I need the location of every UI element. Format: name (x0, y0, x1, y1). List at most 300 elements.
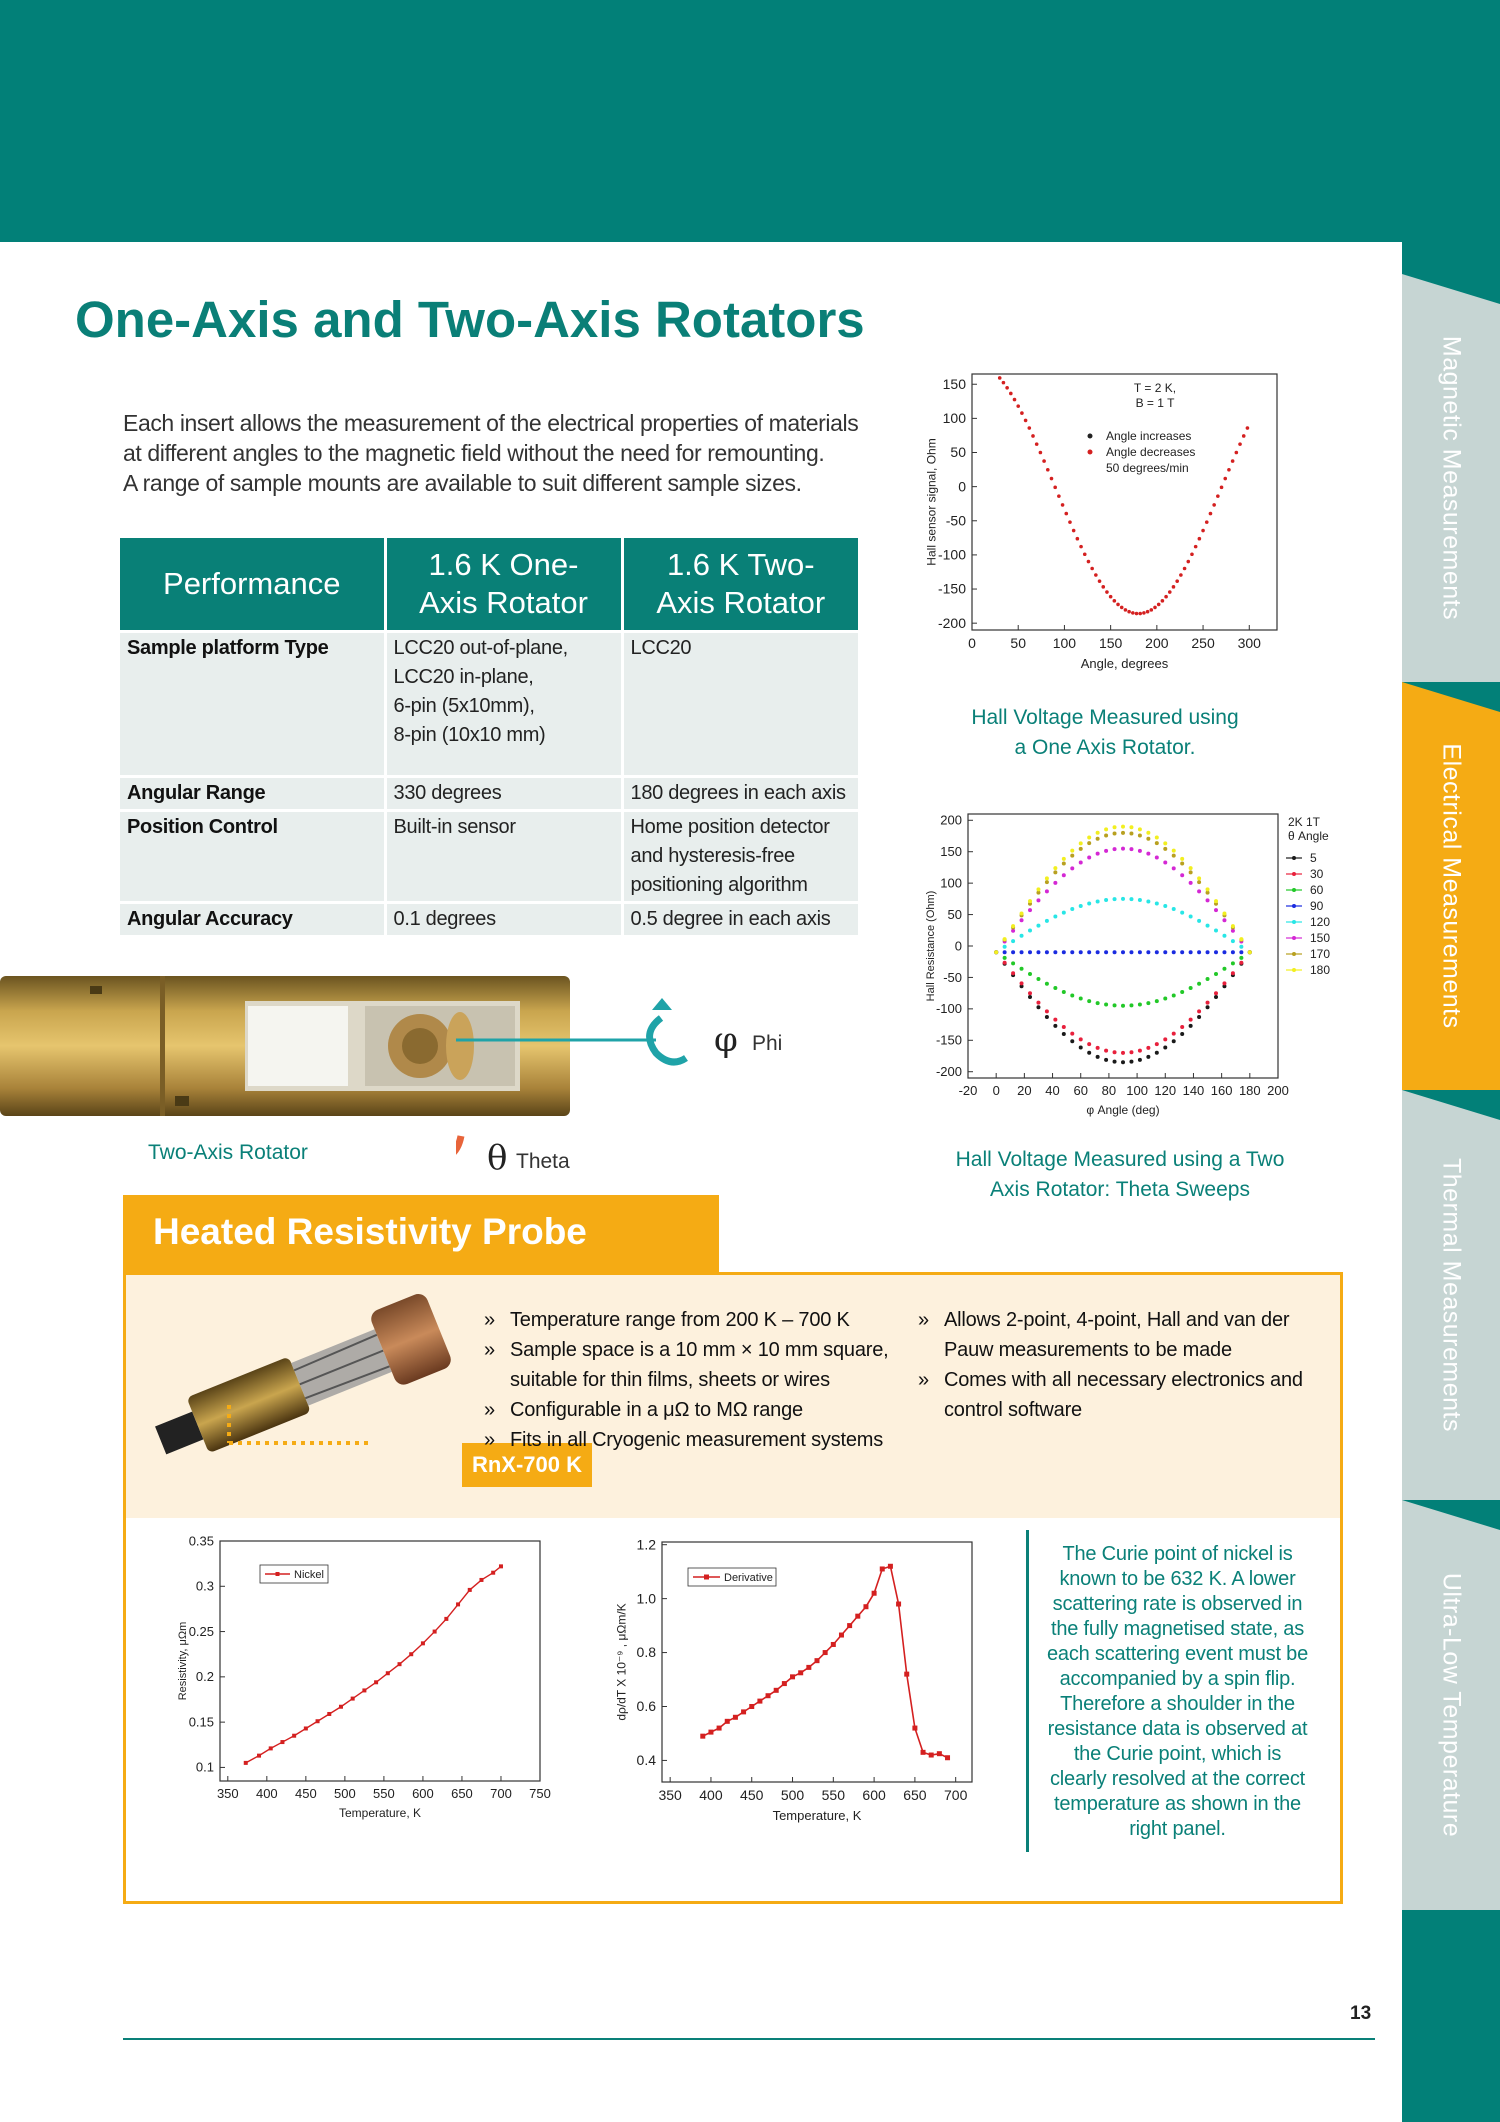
x-tick-label: 40 (1045, 1083, 1060, 1098)
data-point (1239, 945, 1243, 949)
data-point (1109, 595, 1113, 599)
data-point (1155, 841, 1159, 845)
data-point (1231, 459, 1235, 463)
data-point (1214, 908, 1218, 912)
data-point (790, 1674, 795, 1679)
data-point (798, 1670, 803, 1675)
x-tick-label: 400 (255, 1786, 278, 1801)
data-point (1121, 1060, 1125, 1064)
table-cell: Angular Accuracy (120, 903, 385, 936)
data-point (1201, 529, 1205, 533)
data-point (1121, 1051, 1125, 1055)
y-tick-label: 150 (942, 375, 966, 392)
data-point (1129, 950, 1133, 954)
data-point (1003, 961, 1007, 965)
data-point (1121, 825, 1125, 829)
legend-label: 5 (1310, 851, 1317, 865)
x-tick-label: 650 (451, 1786, 473, 1801)
data-point (1104, 950, 1108, 954)
data-point (1070, 950, 1074, 954)
legend-marker (1292, 920, 1296, 924)
data-point (1135, 612, 1139, 616)
data-point (1138, 827, 1142, 831)
data-point (1214, 972, 1218, 976)
data-point (1057, 494, 1061, 498)
data-point (1070, 866, 1074, 870)
phi-label: Phi (752, 1032, 783, 1055)
data-point (1155, 950, 1159, 954)
data-point (1011, 939, 1015, 943)
legend-label: 170 (1310, 947, 1331, 961)
data-point (1013, 398, 1017, 402)
legend-label: 180 (1310, 963, 1331, 977)
data-point (1028, 972, 1032, 976)
table-cell: 180 degrees in each axis (622, 777, 858, 811)
data-point (1028, 950, 1032, 954)
data-point (1053, 950, 1057, 954)
data-point (994, 950, 998, 954)
data-point (386, 1671, 390, 1675)
y-tick-label: 100 (940, 875, 962, 891)
data-point (1087, 999, 1091, 1003)
data-point (1098, 579, 1102, 583)
data-point (1163, 847, 1167, 851)
table-cell: Home position detector and hysteresis-free positioning algorithm (622, 811, 858, 903)
data-point (1090, 567, 1094, 571)
legend-marker (1088, 434, 1093, 439)
data-point (1045, 1015, 1049, 1019)
data-point (1163, 1037, 1167, 1041)
hrp-bullets-left (484, 1305, 924, 1455)
data-point (304, 1726, 308, 1730)
data-point (1070, 1039, 1074, 1043)
x-tick-label: 750 (529, 1786, 551, 1801)
rnx-badge: RnX-700 K (462, 1443, 592, 1487)
data-point (1062, 873, 1066, 877)
data-point (1121, 950, 1125, 954)
data-point (1138, 612, 1142, 616)
data-point (1101, 585, 1105, 589)
data-point (1011, 961, 1015, 965)
y-tick-label: 0.15 (188, 1714, 214, 1730)
chart-two-caption: Hall Voltage Measured using a Two Axis Rotator: Theta Sweeps (955, 1148, 1285, 1201)
data-point (1129, 1060, 1133, 1064)
phi-symbol: φ (714, 1020, 738, 1060)
chart-one-caption: Hall Voltage Measured using a One Axis Rotator. (971, 706, 1239, 759)
data-point (1020, 411, 1024, 415)
data-point (1127, 610, 1131, 614)
x-tick-label: -20 (958, 1083, 978, 1098)
data-point (1079, 1037, 1083, 1041)
data-point (1222, 911, 1226, 915)
y-tick-label: 0.3 (195, 1578, 214, 1594)
data-point (1016, 404, 1020, 408)
data-point (741, 1709, 746, 1714)
tab-electrical-measurements[interactable] (1402, 682, 1500, 1090)
data-point (1222, 934, 1226, 938)
data-point (1005, 386, 1009, 390)
data-point (1053, 486, 1057, 490)
x-tick-label: 350 (216, 1786, 239, 1801)
data-point (1096, 1001, 1100, 1005)
data-point (1020, 911, 1024, 915)
data-point (1189, 870, 1193, 874)
data-point (1116, 603, 1120, 607)
y-tick-label: 1.2 (636, 1538, 656, 1553)
data-point (1062, 1025, 1066, 1029)
table-cell: Built-in sensor (385, 811, 622, 903)
data-point (1172, 854, 1176, 858)
x-tick-label: 20 (1017, 1083, 1032, 1098)
data-point (1220, 486, 1224, 490)
legend-title: θ Angle (1288, 829, 1329, 843)
data-point (1222, 918, 1226, 922)
tab-magnetic-measurements[interactable] (1402, 274, 1500, 682)
y-tick-label: 0.8 (636, 1644, 656, 1661)
data-point (1197, 880, 1201, 884)
x-tick-label: 150 (1098, 635, 1123, 651)
x-tick-label: 350 (658, 1787, 682, 1803)
data-point (409, 1652, 413, 1656)
data-point (1163, 860, 1167, 864)
data-point (1053, 870, 1057, 874)
x-tick-label: 550 (821, 1787, 845, 1803)
data-point (1231, 971, 1235, 975)
data-point (1028, 929, 1032, 933)
x-axis-label: Temperature, K (338, 1806, 422, 1820)
data-point (1212, 503, 1216, 507)
tab-label: Ultra-Low Temperature (1437, 1572, 1466, 1838)
tab-thermal-measurements[interactable] (1402, 1090, 1500, 1500)
y-tick-label: -200 (935, 1064, 962, 1080)
data-point (700, 1734, 705, 1739)
data-point (1163, 841, 1167, 845)
data-point (1179, 573, 1183, 577)
y-tick-label: -50 (945, 512, 966, 529)
data-point (708, 1730, 713, 1735)
x-axis-label: Temperature, K (772, 1808, 862, 1823)
data-point (998, 376, 1002, 380)
data-point (1138, 898, 1142, 902)
list-item: » Comes with all necessary electronics and control software (918, 1365, 1318, 1425)
legend-label: 150 (1310, 931, 1331, 945)
data-point (1039, 451, 1043, 455)
data-point (1206, 924, 1210, 928)
data-point (1189, 881, 1193, 885)
data-point (1003, 950, 1007, 954)
chart-two-axis-hall (910, 808, 1350, 1128)
y-tick-label: 150 (940, 844, 962, 860)
data-point (1011, 971, 1015, 975)
data-point (1104, 833, 1108, 837)
legend-label: Derivative (724, 1572, 773, 1584)
tab-label: Magnetic Measurements (1437, 335, 1466, 621)
data-point (1053, 986, 1057, 990)
data-point (1053, 915, 1057, 919)
data-point (1155, 1051, 1159, 1055)
chart-one-axis-hall (910, 362, 1290, 687)
data-point (1206, 950, 1210, 954)
list-item: » Configurable in a μΩ to MΩ range (484, 1395, 924, 1425)
legend-label: 50 degrees/min (1106, 461, 1189, 475)
data-point (1079, 860, 1083, 864)
data-point (1079, 847, 1083, 851)
legend-label: Nickel (294, 1569, 324, 1581)
data-point (1064, 512, 1068, 516)
x-tick-label: 200 (1267, 1083, 1289, 1098)
page-number: 13 (1350, 2003, 1372, 2024)
legend-label: 60 (1310, 883, 1324, 897)
tab-ultra-low-temperature[interactable] (1402, 1500, 1500, 1910)
data-point (1079, 997, 1083, 1001)
list-item: » Temperature range from 200 K – 700 K (484, 1305, 924, 1335)
data-point (1209, 512, 1213, 516)
data-point (1087, 560, 1091, 564)
data-point (1197, 876, 1201, 880)
x-tick-label: 80 (1101, 1083, 1117, 1098)
data-point (1172, 950, 1176, 954)
x-tick-label: 100 (1126, 1083, 1148, 1098)
x-tick-label: 300 (1237, 635, 1261, 651)
data-point (1079, 545, 1083, 549)
data-point (1146, 831, 1150, 835)
data-point (1146, 1055, 1150, 1059)
data-point (1146, 950, 1150, 954)
x-axis-label: φ Angle (deg) (1086, 1103, 1160, 1117)
data-point (1104, 1058, 1108, 1062)
table-header: 1.6 K Two- Axis Rotator (622, 538, 858, 632)
x-tick-label: 250 (1191, 635, 1215, 651)
data-point (1036, 924, 1040, 928)
performance-table (120, 538, 858, 935)
intro-line: at different angles to the magnetic field without the need for remounting. (123, 440, 825, 466)
footer-rule (123, 2038, 1375, 2040)
x-tick-label: 500 (334, 1786, 356, 1801)
legend-label: 30 (1310, 867, 1324, 881)
data-point (1198, 537, 1202, 541)
data-point (1138, 1003, 1142, 1007)
data-point (757, 1699, 762, 1704)
y-tick-label: -150 (935, 1032, 962, 1048)
data-point (351, 1697, 355, 1701)
plot-frame (972, 374, 1277, 630)
data-point (1045, 1009, 1049, 1013)
data-point (1028, 426, 1032, 430)
data-point (888, 1564, 893, 1569)
data-point (1172, 585, 1176, 589)
y-axis-label: Hall Resistance (Ohm) (925, 890, 938, 1002)
data-point (1242, 434, 1246, 438)
y-tick-label: 50 (950, 444, 966, 461)
data-point (1113, 950, 1117, 954)
data-point (1222, 967, 1226, 971)
data-point (1129, 1050, 1133, 1054)
table-cell: Position Control (120, 811, 385, 903)
data-point (1129, 1003, 1133, 1007)
legend-label: Angle increases (1106, 429, 1192, 443)
x-tick-label: 100 (1052, 635, 1077, 651)
data-point (863, 1604, 868, 1609)
data-point (904, 1672, 909, 1677)
data-point (1214, 929, 1218, 933)
data-point (1231, 924, 1235, 928)
data-point (1087, 1051, 1091, 1055)
data-point (1028, 908, 1032, 912)
data-point (1197, 950, 1201, 954)
list-item: » Fits in all Cryogenic measurement systems (484, 1425, 924, 1455)
x-tick-label: 600 (412, 1786, 434, 1801)
tab-label: Thermal Measurements (1437, 1158, 1466, 1432)
data-point (1190, 552, 1194, 556)
data-point (1172, 994, 1176, 998)
x-tick-label: 180 (1238, 1083, 1261, 1098)
y-tick-label: 100 (942, 410, 966, 427)
data-point (1003, 945, 1007, 949)
legend-label: Angle decreases (1106, 445, 1196, 459)
x-tick-label: 140 (1182, 1083, 1205, 1098)
data-point (1062, 857, 1066, 861)
data-point (1235, 451, 1239, 455)
data-point (896, 1602, 901, 1607)
page-title: One-Axis and Two-Axis Rotators (75, 291, 865, 348)
table-cell: Sample platform Type (120, 632, 385, 777)
data-point (1163, 1046, 1167, 1050)
data-point (1180, 990, 1184, 994)
data-point (1028, 995, 1032, 999)
y-tick-label: -50 (943, 969, 962, 985)
data-point (1036, 1001, 1040, 1005)
y-tick-label: -200 (937, 614, 966, 631)
y-tick-label: 0 (958, 478, 966, 495)
data-point (937, 1751, 942, 1756)
data-point (1138, 1049, 1142, 1053)
data-point (1061, 503, 1065, 507)
data-point (1002, 381, 1006, 385)
data-point (1087, 856, 1091, 860)
x-tick-label: 200 (1145, 635, 1169, 651)
data-point (1129, 897, 1133, 901)
data-point (1180, 1032, 1184, 1036)
data-point (1155, 901, 1159, 905)
data-point (1113, 825, 1117, 829)
data-point (1197, 1009, 1201, 1013)
data-point (1036, 887, 1040, 891)
intro-paragraph (123, 408, 903, 498)
data-point (1180, 862, 1184, 866)
legend-marker (1292, 936, 1296, 940)
data-point (766, 1693, 771, 1698)
data-point (1138, 950, 1142, 954)
data-point (1205, 520, 1209, 524)
data-point (491, 1571, 495, 1575)
legend-marker (704, 1575, 709, 1580)
data-point (1163, 950, 1167, 954)
data-point (1031, 434, 1035, 438)
data-point (1120, 606, 1124, 610)
data-point (1239, 961, 1243, 965)
data-point (1146, 610, 1150, 614)
data-point (1231, 939, 1235, 943)
x-tick-label: 650 (903, 1787, 927, 1803)
data-point (1020, 967, 1024, 971)
data-point (1183, 567, 1187, 571)
data-point (1197, 982, 1201, 986)
data-point (1087, 835, 1091, 839)
data-point (1104, 1003, 1108, 1007)
data-point (1239, 950, 1243, 954)
hrp-info (126, 1275, 1340, 1518)
data-point (456, 1602, 460, 1606)
data-point (1079, 904, 1083, 908)
data-point (280, 1740, 284, 1744)
data-point (479, 1578, 483, 1582)
data-point (1216, 494, 1220, 498)
data-point (1155, 999, 1159, 1003)
data-point (1020, 918, 1024, 922)
data-point (1142, 611, 1146, 615)
data-point (1150, 608, 1154, 612)
data-point (1096, 831, 1100, 835)
data-point (872, 1591, 877, 1596)
data-point (815, 1658, 820, 1663)
legend-marker (1088, 450, 1093, 455)
x-tick-label: 60 (1073, 1083, 1088, 1098)
data-point (1062, 1032, 1066, 1036)
data-point (1042, 459, 1046, 463)
data-point (1180, 1025, 1184, 1029)
x-tick-label: 450 (740, 1787, 764, 1803)
data-point (1053, 1018, 1057, 1022)
y-tick-label: 200 (940, 812, 962, 828)
chart-annotation: T = 2 K, (1133, 381, 1177, 395)
hrp-bullets-right (918, 1305, 1318, 1425)
x-axis-label: Angle, degrees (1080, 656, 1169, 671)
hrp-title: Heated Resistivity Probe (153, 1211, 587, 1252)
x-tick-label: 120 (1154, 1083, 1177, 1098)
table-row (120, 632, 858, 777)
x-tick-label: 160 (1210, 1083, 1233, 1098)
legend-marker (1292, 856, 1296, 860)
x-tick-label: 500 (780, 1787, 805, 1803)
data-point (1180, 857, 1184, 861)
data-point (1076, 537, 1080, 541)
data-point (499, 1564, 503, 1568)
series-line (703, 1566, 948, 1757)
data-point (1189, 915, 1193, 919)
data-point (1214, 950, 1218, 954)
data-point (1206, 887, 1210, 891)
y-tick-label: 1.0 (636, 1590, 656, 1607)
data-point (774, 1688, 779, 1693)
data-point (1180, 911, 1184, 915)
y-tick-label: 0.6 (636, 1698, 656, 1715)
data-point (257, 1754, 261, 1758)
data-point (1045, 880, 1049, 884)
data-point (1186, 560, 1190, 564)
chart-derivative (600, 1538, 990, 1838)
data-point (1231, 961, 1235, 965)
data-point (1214, 991, 1218, 995)
data-point (823, 1650, 828, 1655)
data-point (1231, 950, 1235, 954)
data-point (1146, 852, 1150, 856)
data-point (1003, 937, 1007, 941)
data-point (1172, 1039, 1176, 1043)
data-point (1050, 477, 1054, 481)
data-point (1189, 950, 1193, 954)
data-point (1214, 995, 1218, 999)
data-point (1072, 529, 1076, 533)
